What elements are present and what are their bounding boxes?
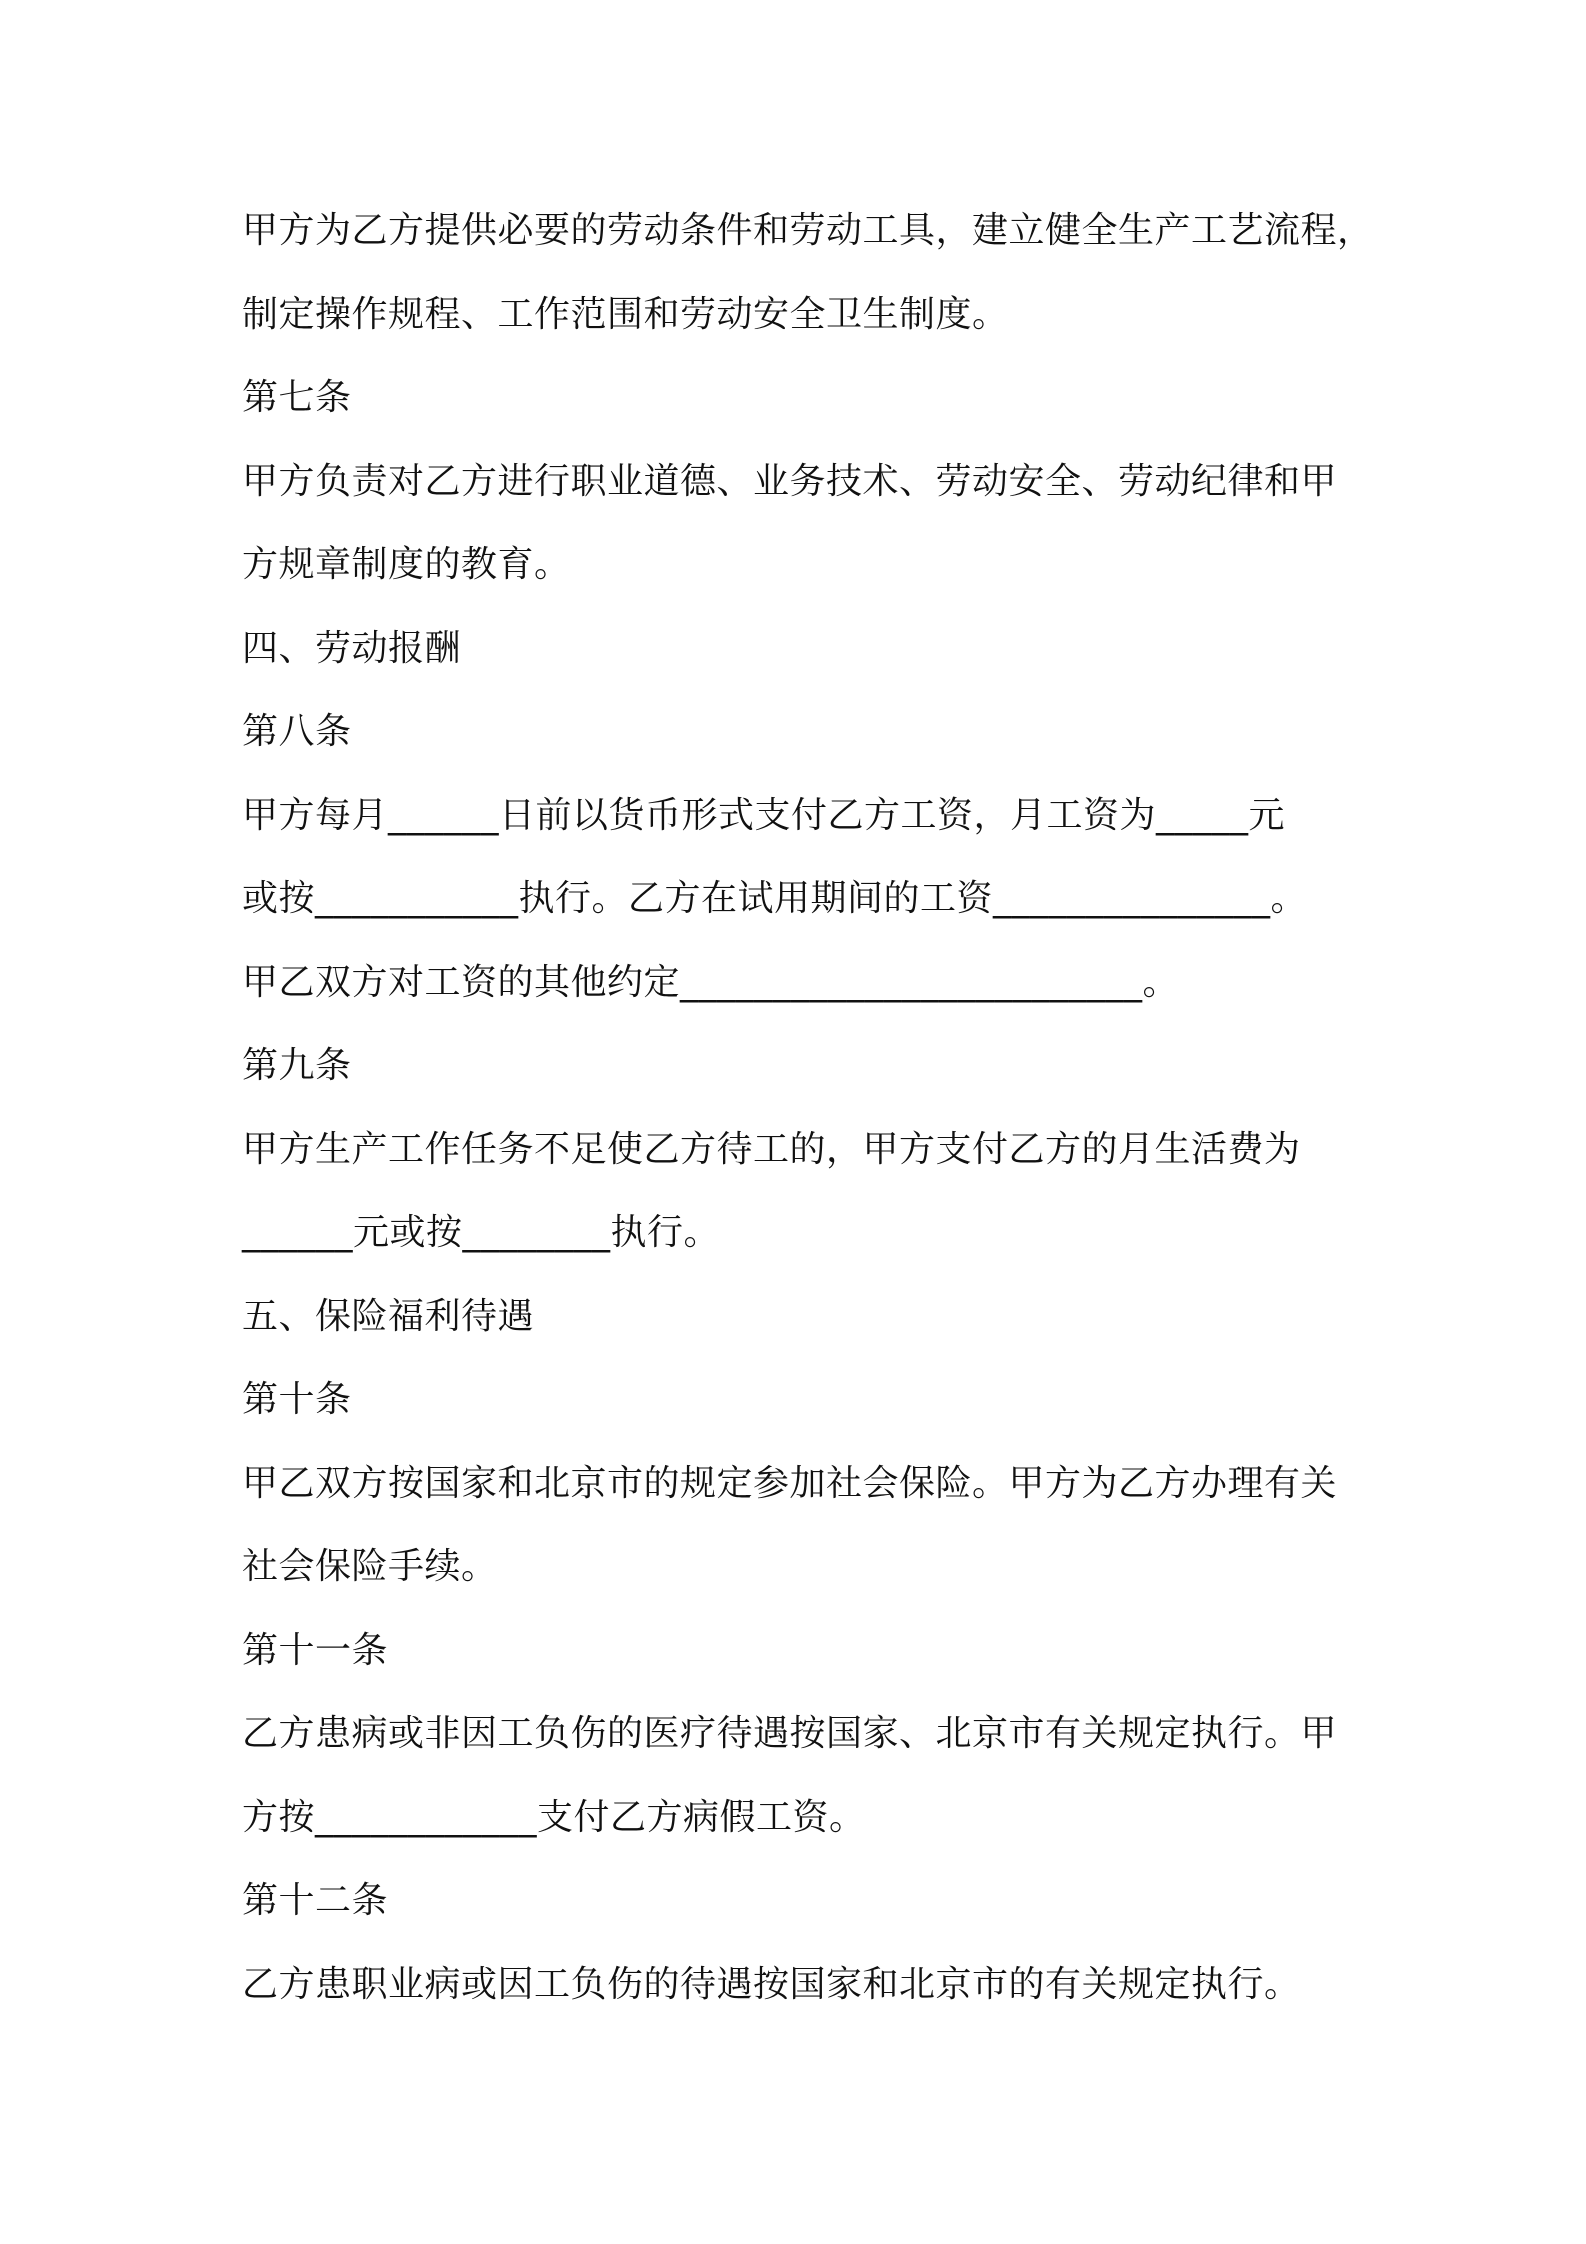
paragraph-line: 或按___________执行。乙方在试用期间的工资_______________。 (242, 878, 1308, 919)
paragraph-line: 甲方每月______日前以货币形式支付乙方工资，月工资为_____元 (242, 794, 1286, 836)
paragraph-line: 乙方患病或非因工负伤的医疗待遇按国家、北京市有关规定执行。甲 (242, 1713, 1338, 1754)
paragraph-line: 社会保险手续。 (242, 1546, 498, 1587)
paragraph-line: 乙方患职业病或因工负伤的待遇按国家和北京市的有关规定执行。 (242, 1963, 1301, 2005)
section-heading: 五、保险福利待遇 (242, 1295, 535, 1337)
paragraph-line: 方按____________支付乙方病假工资。 (242, 1796, 866, 1838)
paragraph-line: 甲乙双方对工资的其他约定_________________________。 (242, 961, 1180, 1003)
document-body (242, 196, 1392, 2033)
article-heading: 第七条 (242, 377, 352, 418)
paragraph-line: 甲乙双方按国家和北京市的规定参加社会保险。甲方为乙方办理有关 (242, 1462, 1338, 1504)
paragraph-line: 方规章制度的教育。 (242, 544, 571, 585)
paragraph-line: 制定操作规程、工作范围和劳动安全卫生制度。 (242, 293, 1009, 335)
article-heading: 第十一条 (242, 1629, 389, 1671)
article-heading: 第十条 (242, 1379, 352, 1420)
article-heading: 第十二条 (242, 1880, 389, 1921)
paragraph-line: 甲方负责对乙方进行职业道德、业务技术、劳动安全、劳动纪律和甲 (242, 460, 1338, 502)
article-heading: 第九条 (242, 1045, 352, 1086)
paragraph-line: 甲方生产工作任务不足使乙方待工的，甲方支付乙方的月生活费为 (242, 1128, 1301, 1170)
paragraph-line: ______元或按________执行。 (242, 1212, 721, 1253)
paragraph-line: 甲方为乙方提供必要的劳动条件和劳动工具，建立健全生产工艺流程， (242, 210, 1374, 251)
article-heading: 第八条 (242, 711, 352, 752)
section-heading: 四、劳动报酬 (242, 627, 462, 669)
